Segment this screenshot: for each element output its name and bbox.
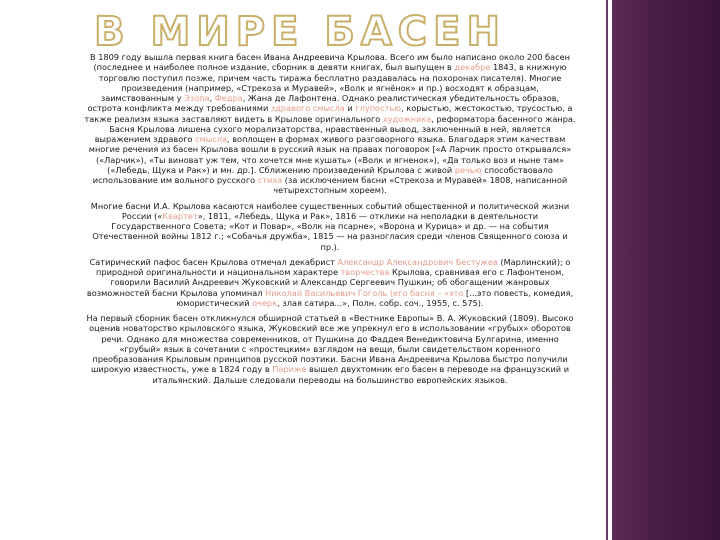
inline-link[interactable]: художника: [382, 113, 432, 124]
text-segment: (за исключением басни «Стрекоза и Муравей» 1808, написанной четырехстопным хореем).: [273, 175, 568, 196]
inline-link[interactable]: здравого смысла: [270, 103, 345, 114]
inline-link[interactable]: Федра: [214, 93, 243, 103]
side-divider: [606, 0, 608, 540]
text-segment: , реформатора басенного жанра. Басня Крылова лишена сухого морализаторства, нравственный вывод, заключенный в ней, является выражением здравого: [94, 113, 576, 144]
inline-link[interactable]: Николай Васильевич Гоголь (его басня – «это: [265, 287, 464, 298]
text-segment: Сатирический пафос басен Крылова отмечал декабрист: [89, 256, 338, 267]
text-segment: , Жана де Лафонтена. Однако реалистическая убедительность образов, острота конфликта между требованиями: [87, 93, 560, 114]
text-segment: В 1809 году вышла первая книга басен Ивана Андреевича Крылова. Всего им было написано около 200 басен (последнее и наиболее полное издание, сборник в девяти книгах, был выпущен в: [89, 52, 571, 73]
text-segment: 1843, в книжную торговлю поступил позже, причем часть тиража бесплатно раздавалась на похоронах писателя). Многие произведения (например, «Стрекоза и Муравей», «Волк и ягнёнок» и пр.) восходят к образцам, заимствованным у: [98, 62, 567, 103]
inline-link[interactable]: Квартет: [162, 210, 198, 221]
text-segment: (Марлинский); о природной оригинальности и национальном характере: [96, 256, 571, 277]
side-panel: [612, 0, 720, 540]
body-text: [84, 52, 576, 390]
inline-link[interactable]: Александр Александрович Бестужев: [337, 256, 498, 267]
inline-link[interactable]: стиха: [257, 175, 283, 185]
paragraph: [84, 313, 576, 385]
inline-link[interactable]: Париже: [272, 364, 307, 375]
inline-link[interactable]: творчества: [340, 267, 390, 277]
text-segment: способствовало использование им вольного русского: [92, 164, 553, 185]
inline-link[interactable]: декабре: [454, 62, 491, 73]
inline-link[interactable]: очерк: [252, 297, 278, 308]
text-segment: и: [344, 103, 356, 114]
text-segment: Многие басни И.А. Крылова касаются наиболее существенных событий общественной и политической жизни России («: [90, 200, 570, 221]
text-segment: Крылова, сравнивая его с Лафонтеном, говорили Василий Андреевич Жуковский и Александр Сергеевич Пушкин; об обогащении жанровых возможностей басни Крылова упоминал: [86, 267, 564, 298]
slide-title: В МИРЕ БАСЕН: [94, 9, 506, 55]
paragraph: [84, 52, 576, 196]
inline-link[interactable]: речью: [454, 164, 482, 175]
inline-link[interactable]: Эзопа: [184, 93, 210, 103]
paragraph: [84, 201, 576, 252]
text-segment: », 1811, «Лебедь, Щука и Рак», 1816 — отклики на неполадки в деятельности Государственного Совета; «Кот и Повар», «Волк на псарне», «Ворона и Курица» и др. — на события Отечественной войны 1812 г.; «Собачья дружба», 1815 — на разногласия среди членов Священного союза и пр.).: [92, 210, 568, 252]
inline-link[interactable]: глупостью: [355, 103, 402, 114]
text-segment: , воплощен в формах живого разговорного языка. Благодаря этим качествам многие речения из басен Крылова вошли в русский язык на правах поговорок [«А Ларчик просто открывался» («Ларчик»), «Ты виноват уж тем, что хочется мне кушать» («Волк и ягненок»), «Да только воз и ныне там» («Лебедь, Щука и Рак») и мн. др.]. Сближению произведений Крылова с живой: [88, 134, 572, 175]
text-segment: ,: [209, 93, 215, 103]
paragraph: [84, 257, 576, 308]
text-segment: вышел двухтомник его басен в переводе на французский и итальянский. Дальше следовали переводы на большинство европейских языков.: [152, 364, 570, 385]
text-segment: На первый сборник басен откликнулся обширной статьей в «Вестнике Европы» В. А. Жуковский (1809). Высоко оценив новаторство крыловского языка, Жуковский все же упрекнул его в использовании «грубых» оборотов речи. Однако для множества современников, от Пушкина до Фаддея Венедиктовича Булгарина, именно «грубый» язык в сочетании с «простецким» взглядом на вещи, были свидетельством коренного преобразования Крыловым принципов русской поэтики. Басни Ивана Андреевича Крылова быстро получили широкую известность, уже в 1824 году в: [86, 313, 574, 375]
text-segment: , корыстью, жестокостью, трусостью, а также реализм языка заставляют видеть в Крылове оригинального: [84, 103, 573, 124]
text-segment: [...это повесть, комедия, юмористический: [176, 287, 574, 308]
text-segment: , злая сатира...», Полн. собр. соч., 1955, с. 575).: [277, 297, 484, 308]
inline-link[interactable]: смысла: [195, 134, 228, 144]
